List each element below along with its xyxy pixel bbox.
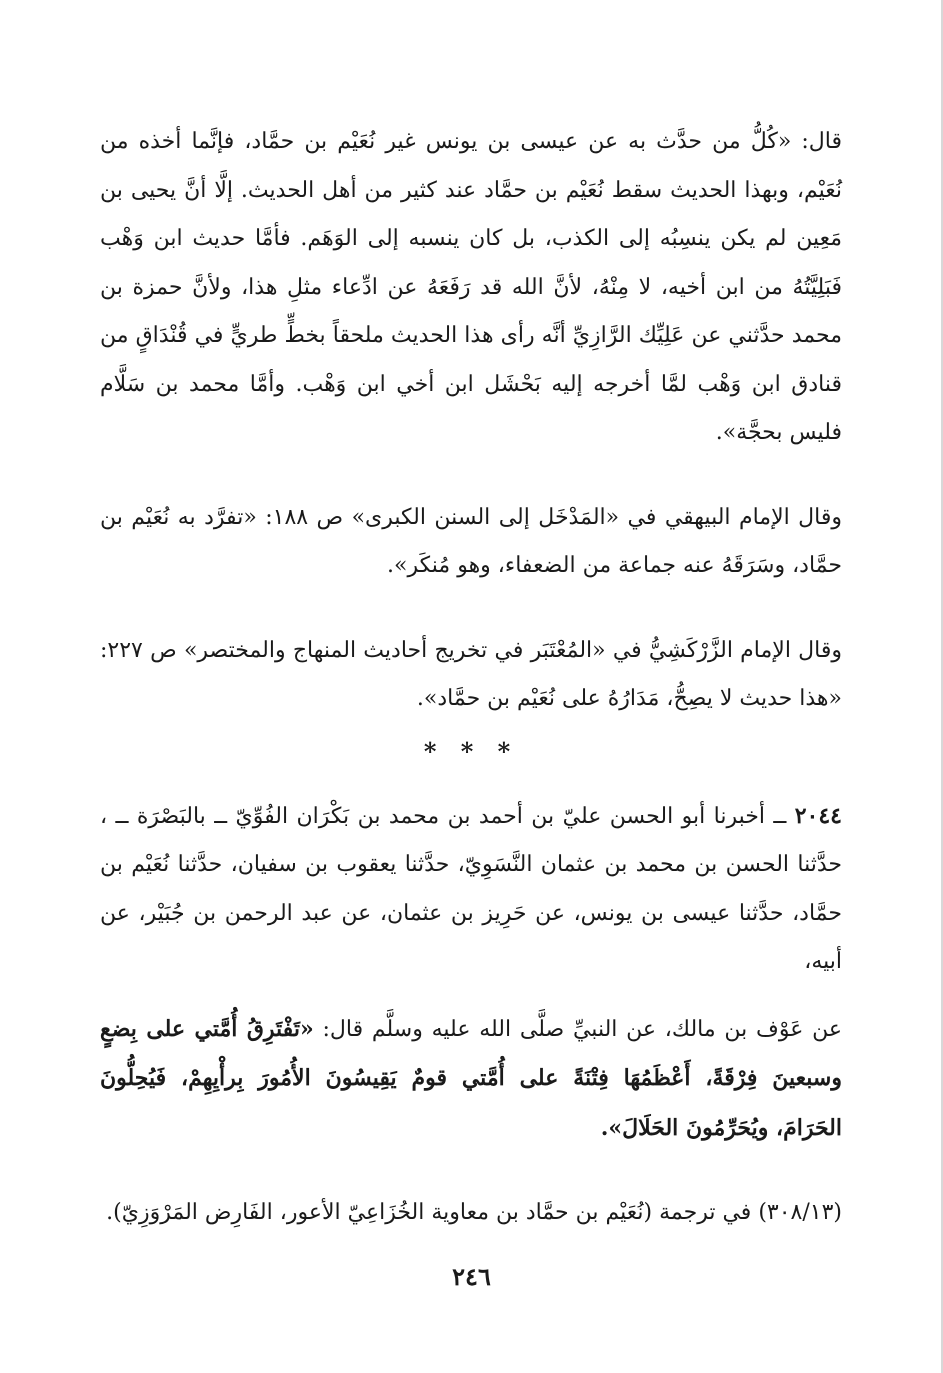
section-separator: * * * bbox=[423, 736, 519, 766]
page-body bbox=[100, 118, 842, 1238]
hadith-matn-intro: عن عَوْف بن مالك، عن النبيِّ صلَّى الله عليه وسلَّم قال: bbox=[313, 1016, 842, 1042]
paragraph-quote-ibn-adi: قال: «كُلُّ من حدَّث به عن عيسى بن يونس غير نُعَيْم بن حمَّاد، فإنَّما أخذه من نُعَيْم، وبهذا الحديث سقط نُعَيْم بن حمَّاد عند كثير من أهل الحديث. إلَّا أنَّ يحيى بن مَعِين لم يكن ينسِبُه إلى الكذب، بل كان ينسبه إلى الوَهَم. فأمَّا حديث ابن وَهْب فَبَلِيَّتُهُ من ابن أخيه، لا مِنْهُ، لأنَّ الله قد رَفَعَهُ عن ادِّعاء مثلِ هذا، ولأنَّ حمزة بن محمد حدَّثني عن عَلِيِّك الرَّازِيِّ أنَّه رأى هذا الحديث ملحقاً بخطٍّ طريٍّ في قُنْدَاقٍ من قنادق ابن وَهْب لمَّا أخرجه إليه بَحْشَل ابن أخي ابن وَهْب. وأمَّا محمد بن سَلَّام فليس بحجَّة». bbox=[100, 129, 842, 445]
hadith-number: ٢٠٤٤ bbox=[794, 802, 842, 829]
hadith-matn-text: «تَفْتَرِقُ أُمَّتي على بِضعٍ وسبعينَ فِرْقَةً، أَعْظَمُهَا فِتْنَةً على أُمَّتي قومٌ يَقِيسُونَ الأُمُورَ بِرأْيِهِمْ، فَيُحِلُّونَ الحَرَامَ، ويُحَرِّمُونَ الحَلَالَ». bbox=[100, 1015, 842, 1141]
hadith-isnad bbox=[100, 792, 842, 987]
hadith-matn bbox=[100, 1005, 842, 1154]
hadith-isnad-text: ــ أخبرنا أبو الحسن عليّ بن أحمد بن محمد بن بَكْرَان الفُوِّيّ ــ بالبَصْرَة ــ ، حدَّثنا الحسن بن محمد بن عثمان النَّسَوِيّ، حدَّثنا يعقوب بن سفيان، حدَّثنا نُعَيْم بن حمَّاد، حدَّثنا عيسى بن يونس، عن حَرِيز بن عثمان، عن عبد الرحمن بن جُبَيْر، عن أبيه، bbox=[100, 803, 842, 974]
paragraph-bayhaqi: وقال الإمام البيهقي في «المَدْخَل إلى السنن الكبرى» ص ١٨٨: «تفرَّد به نُعَيْم بن حمَّاد، وسَرَقَهُ عنه جماعة من الضعفاء، وهو مُنكَر». bbox=[100, 504, 843, 578]
page-number: ٢٤٦ bbox=[452, 1262, 491, 1291]
hadith-reference: (٣٠٨/١٣) في ترجمة (نُعَيْم بن حمَّاد بن معاوية الخُزَاعِيّ الأعور، الفَارِض المَرْوَزِيّ). bbox=[106, 1200, 842, 1225]
paragraph-zarkashi: وقال الإمام الزَّرْكَشِيُّ في «المُعْتَبَر في تخريج أحاديث المنهاج والمختصر» ص ٢٢٧: «هذا حديث لا يصِحُّ، مَدَارُهُ على نُعَيْم بن حمَّاد». bbox=[100, 637, 842, 711]
